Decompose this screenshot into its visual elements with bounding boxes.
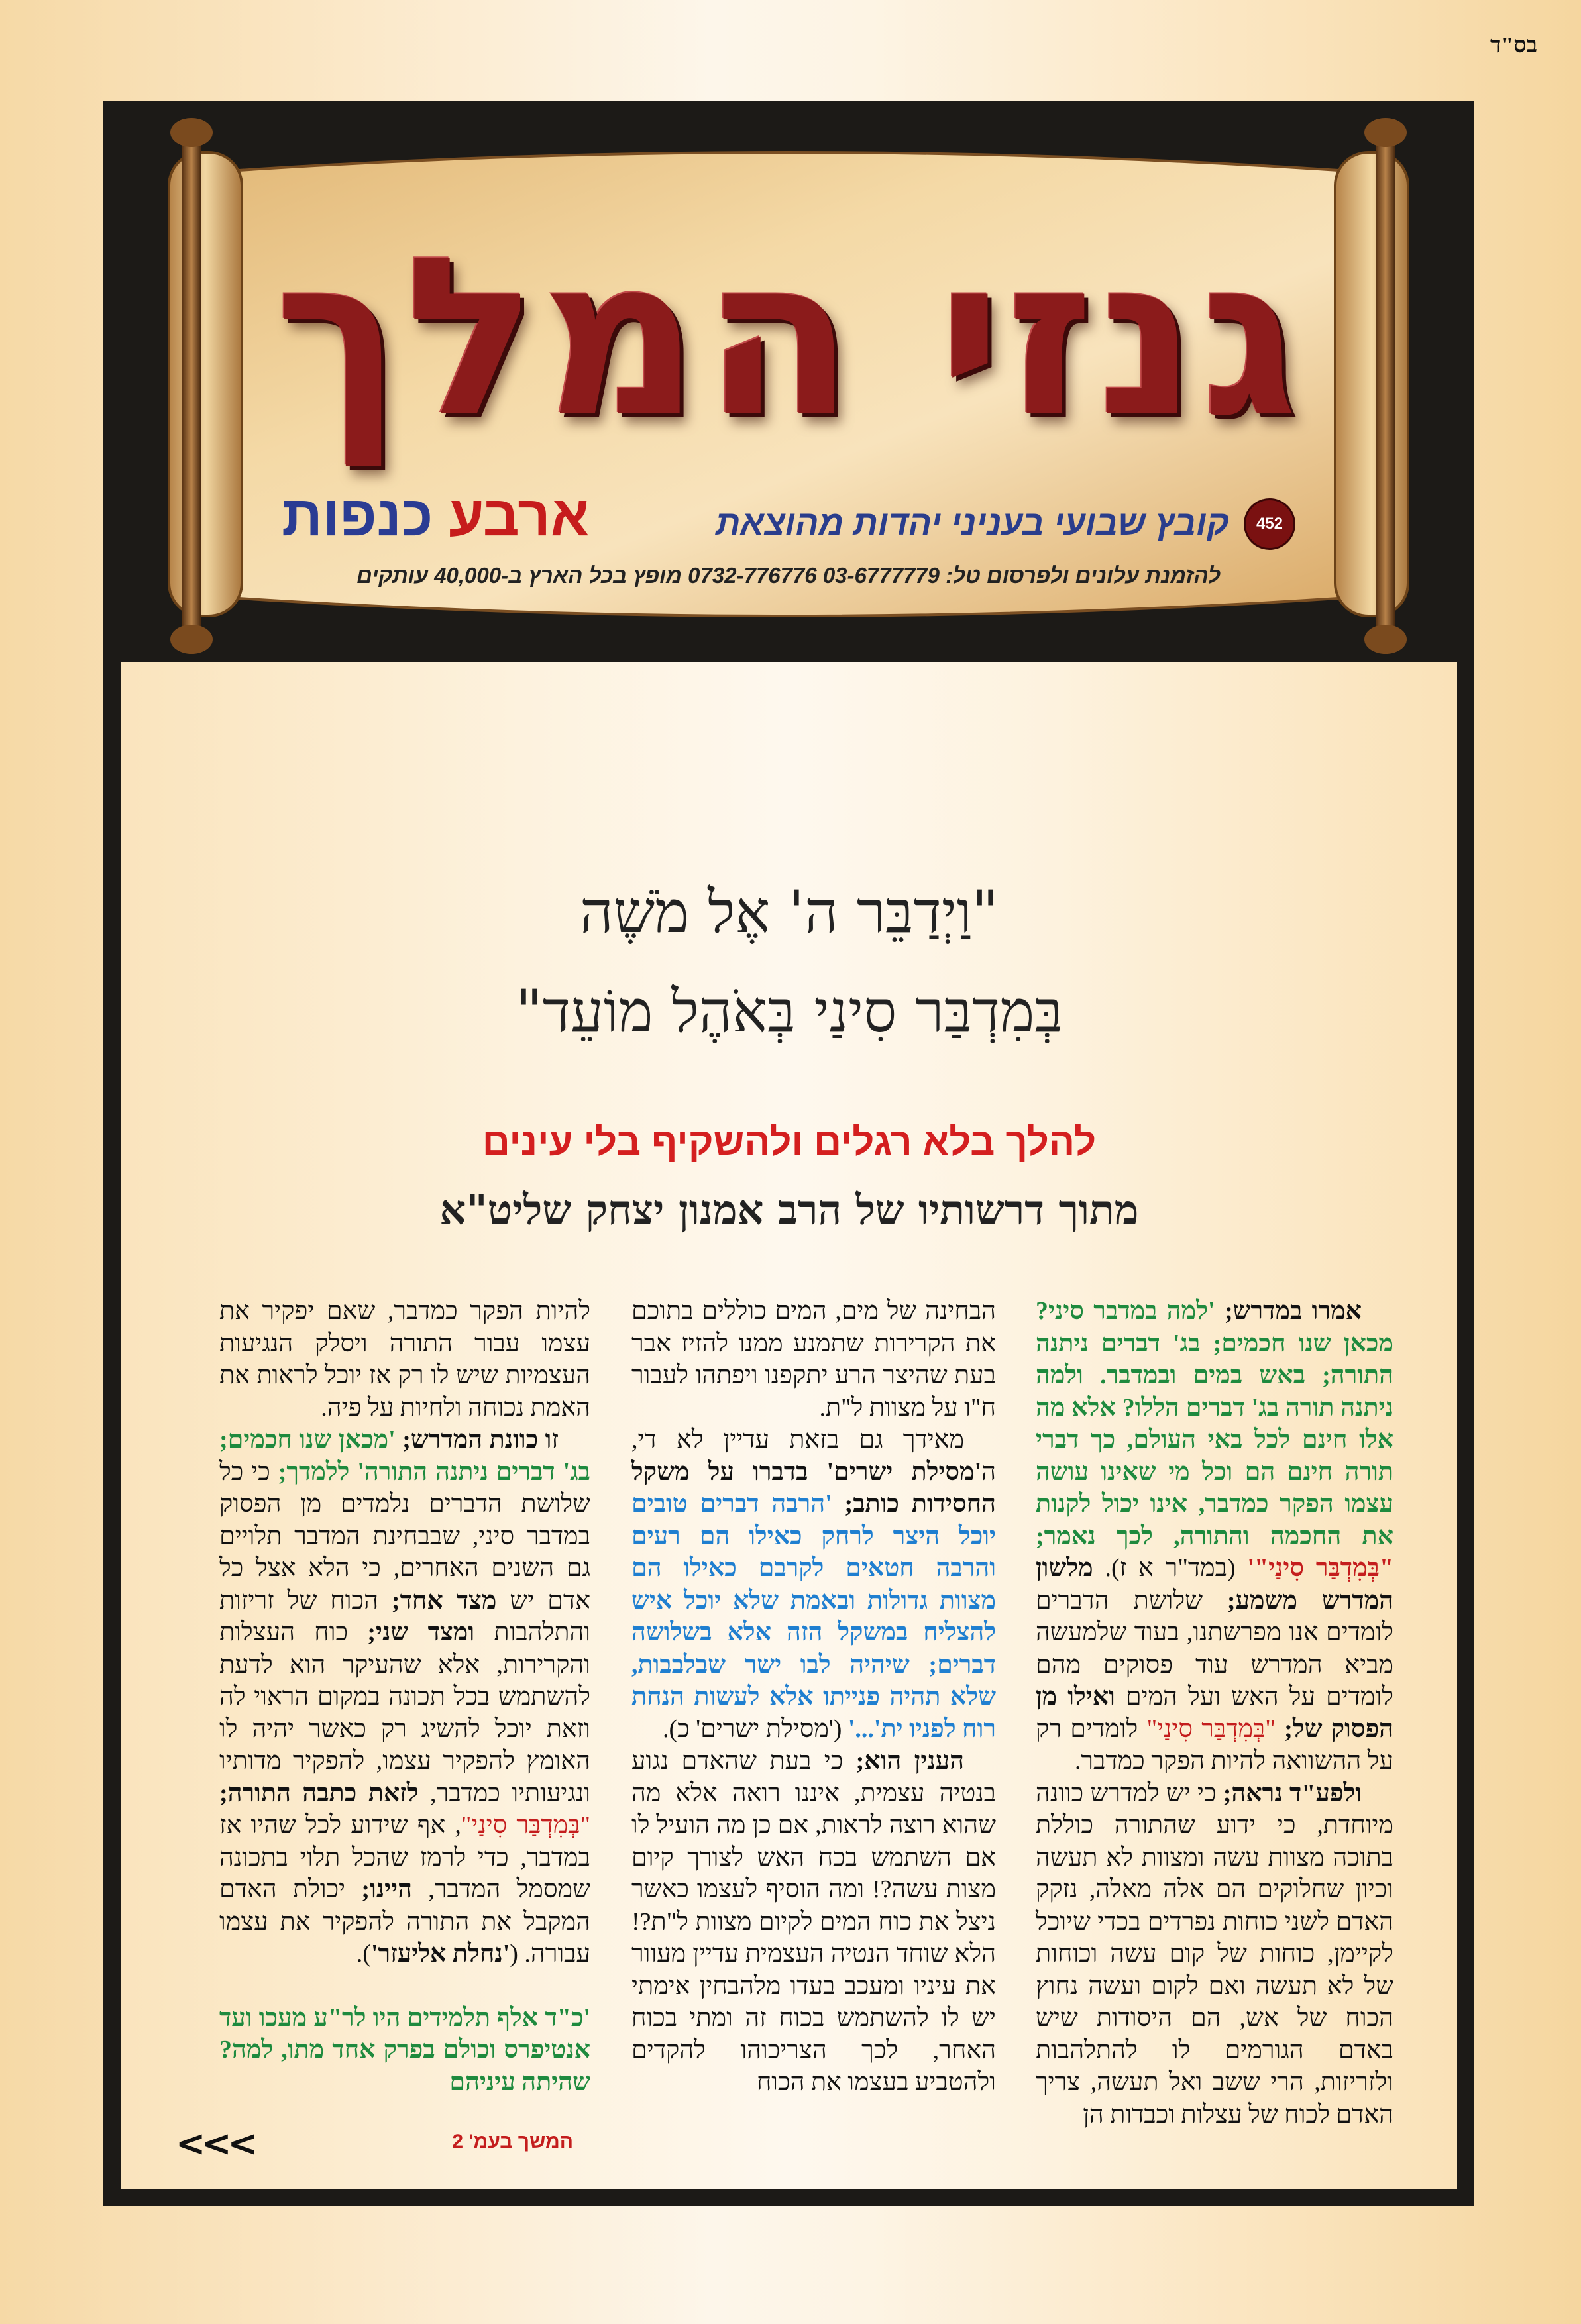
brand-word-1: ארבע: [449, 484, 590, 548]
publication-subtitle: קובץ שבועי בעניני יהדות מהוצאת: [716, 504, 1229, 543]
contact-line: להזמנת עלונים ולפרסום טל: 03-6777779 0732-776776 מופץ בכל הארץ ב-40,000 עותקים: [356, 563, 1221, 588]
brand-word-2: כנפות: [282, 484, 433, 548]
article-column-2: [631, 1295, 996, 2150]
article-column-1: [1036, 1295, 1393, 2150]
masthead-title: גנזי המלך: [274, 211, 1303, 465]
article-column-3: [219, 1295, 591, 2096]
paragraph: מאידך גם בזאת עדיין לא די, ה'מסילת ישרים' בדברו על משקל החסידות כותב; 'הרבה דברים טובים יוכל היצר לרחק כאילו הם רעים והרבה חטאים לקרבם כאילו הם מצוות גדולות ובאמת שלא יוכל איש להצליח במשקל הזה אלא בשלושה דברים; שיהיה לבו ישר שבלבבות, שלא תהיה פנייתו אלא לעשות הנחת רוח לפניו ית'...' ('מסילת ישרים' כ).: [631, 1426, 996, 1743]
continued-marker[interactable]: [176, 2125, 573, 2165]
besiyata-dishmaya: בס"ד: [1490, 33, 1537, 58]
article-author: מתוך דרשותיו של הרב אמנון יצחק שליט"א: [439, 1186, 1139, 1234]
continued-label: המשך בעמ' 2: [452, 2131, 573, 2152]
arrows-left-icon: <<<: [176, 2123, 254, 2164]
issue-number-badge: 452: [1244, 498, 1295, 550]
masthead-scroll: [116, 113, 1461, 656]
publisher-line: [282, 484, 1295, 563]
paragraph: הענין הוא; כי בעת שהאדם נגוע בנטיה עצמית, איננו רואה אלא מה שהוא רוצה לראות, אם כן מה הועיל לו אם השתמש בכח האש לצורך קיום מצות עשה?! ומה הוסיף לעצמו כאשר ניצל את כוח המים לקיום מצוות ל"ת?! הלא שוחד הנטיה העצמית עדיין מעוור את עיניו ומעכב בעדו מלהבחין אימתי יש לו להשתמש בכוח זה ומתי בכוח האחר, לכך הצריכוהו להקדים ולהטביע בעצמו את הכוח: [631, 1747, 996, 2096]
publisher-brand: [282, 484, 589, 549]
paragraph: להיות הפקר כמדבר, שאם יפקיר את עצמו עבור התורה ויסלק הנגיעות העצמיות שיש לו רק אז יוכל לראות את האמת נכוחה ולחיות על פיה.: [219, 1297, 590, 1422]
article-subtitle: להלך בלא רגלים ולהשקיף בלי עינים: [482, 1120, 1097, 1163]
paragraph: אמרו במדרש; 'למה במדבר סיני? מכאן שנו חכמים; בג' דברים ניתנה התורה; באש במים ובמדבר. ולמה ניתנה תורה בג' דברים הללו? אלא מה אלו חינם לכל באי העולם, כך דברי תורה חינם הם וכל מי שאינו עושה עצמו הפקר כמדבר, אינו יכול לקנות את החכמה והתורה, לכך נאמר; "בְּמִדְבַּר סִינַי"' (במד"ר א ז). מלשון המדרש משמע; שלושת הדברים לומדים אנו מפרשתנו, בעוד שלמעשה מביא המדרש עוד פסוקים מהם לומדים על האש ועל המים ואילו מן הפסוק של; "בְּמִדְבַּר סִינַי" לומדים רק על ההשוואה להיות הפקר כמדבר.: [1036, 1297, 1394, 1775]
verse-quote-line-2: בְּמִדְבַּר סִינַי בְּאֹהֶל מוֹעֵד": [516, 977, 1063, 1045]
paragraph: 'כ"ד אלף תלמידים היו לר"ע מעכו ועד אנטיפרס וכולם בפרק אחד מתו, למה? שהיתה עיניהם: [219, 2003, 590, 2096]
verse-quote-line-1: "וַיְדַבֵּר ה' אֶל מֹשֶׁה: [580, 878, 999, 946]
paragraph: זו כוונת המדרש; 'מכאן שנו חכמים; בג' דברים ניתנה התורה' ללמדך; כי כל שלושת הדברים נלמדים מן הפסוק במדבר סיני, שבבחינת המדבר תלויים גם השנים האחרים, כי הלא אצל כל אדם יש מצד אחד; הכוח של זריזות והתלהבות ומצד שני; כוח העצלות והקרירות, אלא שהעיקר הוא לדעת להשתמש בכל תכונה במקום הראוי לה וזאת יוכל להשיג רק כאשר יהיה לו האומץ להפקיר עצמו, להפקיר מדותיו ונגיעותיו כמדבר, לזאת כתבה התורה; "בְּמִדְבַּר סִינַי", אף שידוע לכל שהיו אז במדבר, כדי לרמז שהכל תלוי בתכונה שמסמל המדבר, היינו; יכולת האדם המקבל את התורה להפקיר את עצמו עבורה. ('נחלת אליעזר').: [219, 1426, 591, 1968]
paragraph: הבחינה של מים, המים כוללים בתוכם את הקרירות שתמנע ממנו להזיז אבר בעת שהיצר הרע יתקפנו ויפתהו לעבור ח"ו על מצוות ל"ת.: [631, 1297, 996, 1422]
paragraph: ולפע"ד נראה; כי יש למדרש כוונה מיוחדת, כי ידוע שהתורה כוללת בתוכה מצוות עשה ומצוות לא תעשה וכיון שחלוקים הם אלה מאלה, נזקק האדם לשני כוחות נפרדים בכדי שיוכל לקיימן, כוחות של קום עשה וכוחות של לא תעשה ואם לקום ועשה נחוץ הכוח של אש, הם היסודות שיש באדם הגורמים לו להתלהבות ולזריזות, הרי ששב ואל תעשה, צריך האדם לכוח של עצלות וכבדות הן: [1036, 1779, 1393, 2129]
